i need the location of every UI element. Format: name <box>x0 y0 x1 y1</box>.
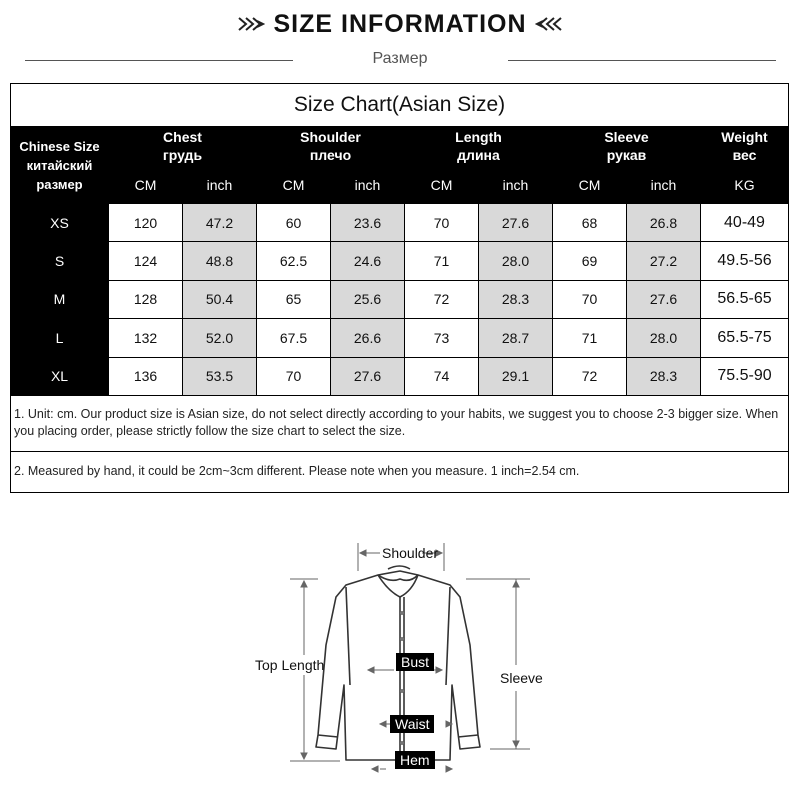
weight-cell: 40-49 <box>701 204 789 242</box>
sleeve-label: Sleeve <box>500 670 543 686</box>
chest-header <box>109 127 257 166</box>
unit-cm: CM <box>405 166 479 204</box>
top-length-label: Top Length <box>255 657 325 673</box>
cm-cell: 67.5 <box>257 319 331 357</box>
cm-cell: 72 <box>405 280 479 318</box>
size-chart-table <box>10 83 789 493</box>
sleeve-label-en: Sleeve <box>604 129 649 145</box>
inch-cell: 27.6 <box>627 280 701 318</box>
page-subtitle: Размер <box>372 50 428 67</box>
inch-cell: 25.6 <box>331 280 405 318</box>
cm-cell: 124 <box>109 242 183 280</box>
inch-cell: 28.7 <box>479 319 553 357</box>
unit-inch: inch <box>331 166 405 204</box>
divider-right <box>508 60 776 61</box>
unit-inch: inch <box>479 166 553 204</box>
inch-cell: 52.0 <box>183 319 257 357</box>
weight-cell: 75.5-90 <box>701 357 789 395</box>
size-label: L <box>11 319 109 357</box>
inch-cell: 27.6 <box>479 204 553 242</box>
cm-cell: 70 <box>257 357 331 395</box>
unit-inch: inch <box>183 166 257 204</box>
table-caption: Size Chart(Asian Size) <box>11 84 789 127</box>
shoulder-label-ru: плечо <box>309 147 352 163</box>
cm-cell: 69 <box>553 242 627 280</box>
cm-cell: 60 <box>257 204 331 242</box>
length-header <box>405 127 553 166</box>
unit-cm: CM <box>553 166 627 204</box>
inch-cell: 48.8 <box>183 242 257 280</box>
size-label: M <box>11 280 109 318</box>
cm-cell: 132 <box>109 319 183 357</box>
cm-cell: 70 <box>553 280 627 318</box>
chest-label-en: Chest <box>163 129 202 145</box>
weight-header <box>701 127 789 166</box>
note-1: 1. Unit: cm. Our product size is Asian size, do not select directly according to your habits, we suggest you to choose 2-3 bigger size. When you placing order, please strictly follow the size chart to select the size. <box>11 395 789 451</box>
right-ornament-icon <box>535 15 563 33</box>
chest-label-ru: грудь <box>162 147 203 163</box>
shoulder-label-en: Shoulder <box>300 129 361 145</box>
unit-cm: CM <box>257 166 331 204</box>
cm-cell: 74 <box>405 357 479 395</box>
weight-label-en: Weight <box>721 129 768 145</box>
cm-cell: 70 <box>405 204 479 242</box>
table-row <box>11 280 789 318</box>
cm-cell: 72 <box>553 357 627 395</box>
left-ornament-icon <box>237 15 265 33</box>
inch-cell: 29.1 <box>479 357 553 395</box>
note-2: 2. Measured by hand, it could be 2cm~3cm different. Please note when you measure. 1 inch=2.54 cm. <box>11 451 789 492</box>
unit-kg: KG <box>701 166 789 204</box>
inch-cell: 28.3 <box>627 357 701 395</box>
cm-cell: 71 <box>553 319 627 357</box>
size-rows <box>11 204 789 396</box>
weight-label-ru: вес <box>732 147 757 163</box>
page-header <box>0 6 800 42</box>
length-label-en: Length <box>455 129 502 145</box>
measurement-diagram <box>240 535 560 795</box>
size-label: XS <box>11 204 109 242</box>
cm-cell: 136 <box>109 357 183 395</box>
inch-cell: 23.6 <box>331 204 405 242</box>
weight-cell: 56.5-65 <box>701 280 789 318</box>
weight-cell: 65.5-75 <box>701 319 789 357</box>
weight-cell: 49.5-56 <box>701 242 789 280</box>
inch-cell: 26.8 <box>627 204 701 242</box>
waist-label: Waist <box>390 715 434 733</box>
cm-cell: 65 <box>257 280 331 318</box>
size-column-header: Chinese Size китайский размер <box>11 127 109 204</box>
table-row <box>11 242 789 280</box>
cm-cell: 120 <box>109 204 183 242</box>
unit-cm: CM <box>109 166 183 204</box>
cm-cell: 73 <box>405 319 479 357</box>
shoulder-header <box>257 127 405 166</box>
cm-cell: 71 <box>405 242 479 280</box>
inch-cell: 47.2 <box>183 204 257 242</box>
inch-cell: 53.5 <box>183 357 257 395</box>
shoulder-label: Shoulder <box>382 545 439 561</box>
inch-cell: 24.6 <box>331 242 405 280</box>
size-label: XL <box>11 357 109 395</box>
sleeve-label-ru: рукав <box>606 147 647 163</box>
inch-cell: 50.4 <box>183 280 257 318</box>
table-row <box>11 357 789 395</box>
inch-cell: 28.3 <box>479 280 553 318</box>
cm-cell: 62.5 <box>257 242 331 280</box>
inch-cell: 28.0 <box>627 319 701 357</box>
inch-cell: 27.6 <box>331 357 405 395</box>
hem-label: Hem <box>395 751 435 769</box>
inch-cell: 27.2 <box>627 242 701 280</box>
bust-label: Bust <box>396 653 434 671</box>
table-row <box>11 204 789 242</box>
size-label: S <box>11 242 109 280</box>
cm-cell: 68 <box>553 204 627 242</box>
length-label-ru: длина <box>457 147 500 163</box>
inch-cell: 28.0 <box>479 242 553 280</box>
page-title: SIZE INFORMATION <box>273 9 527 38</box>
sleeve-header <box>553 127 701 166</box>
unit-inch: inch <box>627 166 701 204</box>
inch-cell: 26.6 <box>331 319 405 357</box>
subtitle-bar <box>0 48 800 74</box>
table-row <box>11 319 789 357</box>
cm-cell: 128 <box>109 280 183 318</box>
